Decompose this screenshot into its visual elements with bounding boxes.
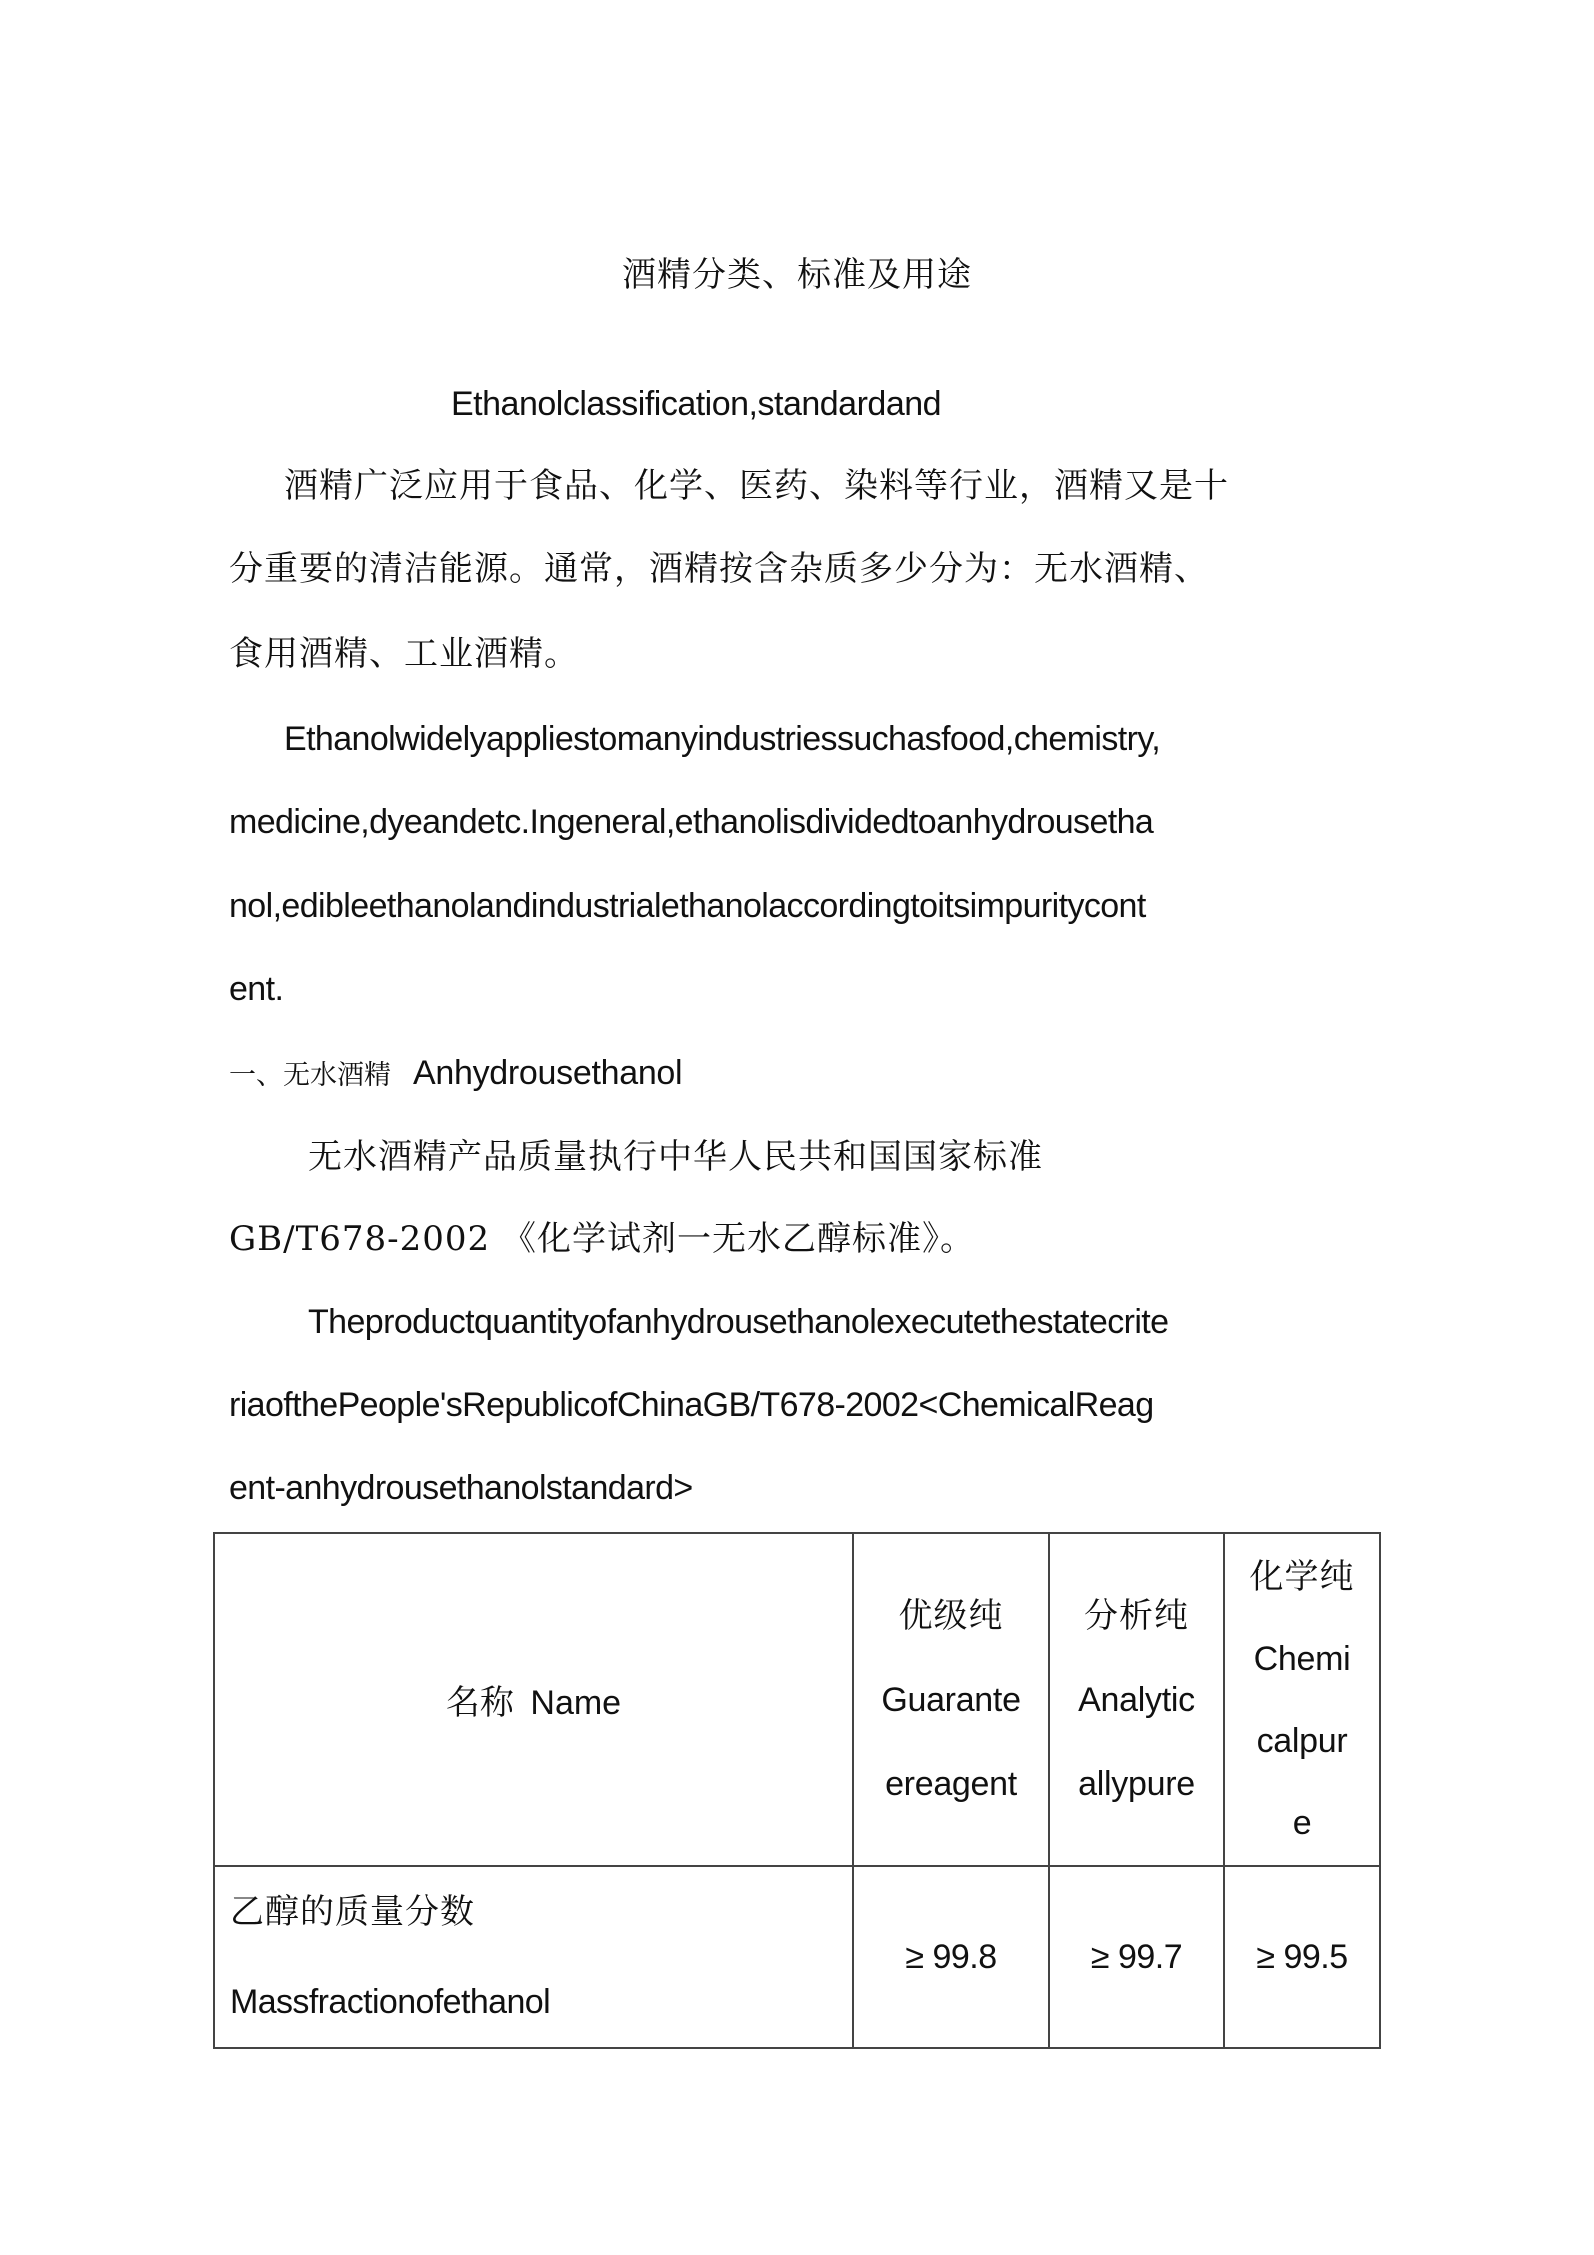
- table-header-row: [214, 1533, 1380, 1866]
- header-col3-cn: 化学纯: [1249, 1556, 1355, 1597]
- header-name-en: Name: [530, 1684, 622, 1722]
- intro-en-line-1: Ethanolwidelyappliestomanyindustriessuchasfood,chemistry,: [284, 720, 1161, 758]
- header-col1-cn: 优级纯: [898, 1595, 1004, 1636]
- header-col1-en-2: ereagent: [885, 1764, 1017, 1803]
- intro-cn-line-3: 食用酒精、工业酒精。: [229, 634, 579, 674]
- intro-cn-line-2: 分重要的清洁能源。通常，酒精按含杂质多少分为：无水酒精、: [229, 549, 1209, 589]
- ethanol-spec-table: [213, 1532, 1381, 2049]
- header-analytically-pure: [1049, 1533, 1224, 1866]
- section-body-en-line-3: ent-anhydrousethanolstandard>: [229, 1469, 693, 1507]
- section-heading: [229, 1056, 682, 1090]
- header-col1-en-1: Guarante: [881, 1680, 1021, 1719]
- header-guaranteed-reagent: [853, 1533, 1049, 1866]
- row-name-cell: [214, 1866, 853, 2048]
- header-col2-en-1: Analytic: [1078, 1680, 1195, 1719]
- header-col3-en-3: e: [1292, 1803, 1312, 1842]
- intro-en-line-2: medicine,dyeandetc.Ingeneral,ethanolisdividedtoanhydrousetha: [229, 803, 1154, 841]
- header-name-cell: [214, 1533, 853, 1866]
- section-heading-en: Anhydrousethanol: [413, 1054, 683, 1092]
- page-subtitle: Ethanolclassification,standardand: [451, 385, 942, 423]
- intro-en-line-4: ent.: [229, 970, 284, 1008]
- section-body-en-line-1: Theproductquantityofanhydrousethanolexecutethestatecrite: [308, 1303, 1169, 1341]
- section-body-cn-line-1: 无水酒精产品质量执行中华人民共和国国家标准: [308, 1137, 1043, 1177]
- intro-cn-line-1: 酒精广泛应用于食品、化学、医药、染料等行业，酒精又是十: [284, 466, 1229, 506]
- header-col2-en-2: allypure: [1078, 1764, 1195, 1803]
- header-name-cn: 名称: [445, 1683, 514, 1723]
- section-body-en-line-2: riaofthePeople'sRepublicofChinaGB/T678-2002<ChemicalReag: [229, 1386, 1154, 1424]
- header-col3-en-2: calpur: [1256, 1721, 1348, 1760]
- table-row: [214, 1866, 1380, 2048]
- header-col2-cn: 分析纯: [1084, 1595, 1189, 1636]
- section-heading-cn: 一、无水酒精: [229, 1060, 391, 1091]
- intro-en-line-3: nol,edibleethanolandindustrialethanolaccordingtoitsimpuritycont: [229, 887, 1146, 925]
- value-chemically-pure: ≥ 99.5: [1224, 1866, 1380, 2048]
- row-name-cn: 乙醇的质量分数: [230, 1892, 475, 1932]
- value-analytically-pure: ≥ 99.7: [1049, 1866, 1224, 2048]
- row-name-en: Massfractionofethanol: [230, 1983, 551, 2021]
- value-guaranteed-reagent: ≥ 99.8: [853, 1866, 1049, 2048]
- section-body-cn-line-2: GB/T678-2002 《化学试剂一无水乙醇标准》。: [229, 1219, 975, 1259]
- page-title: 酒精分类、标准及用途: [622, 255, 972, 295]
- header-col3-en-1: Chemi: [1253, 1639, 1351, 1678]
- header-chemically-pure: [1224, 1533, 1380, 1866]
